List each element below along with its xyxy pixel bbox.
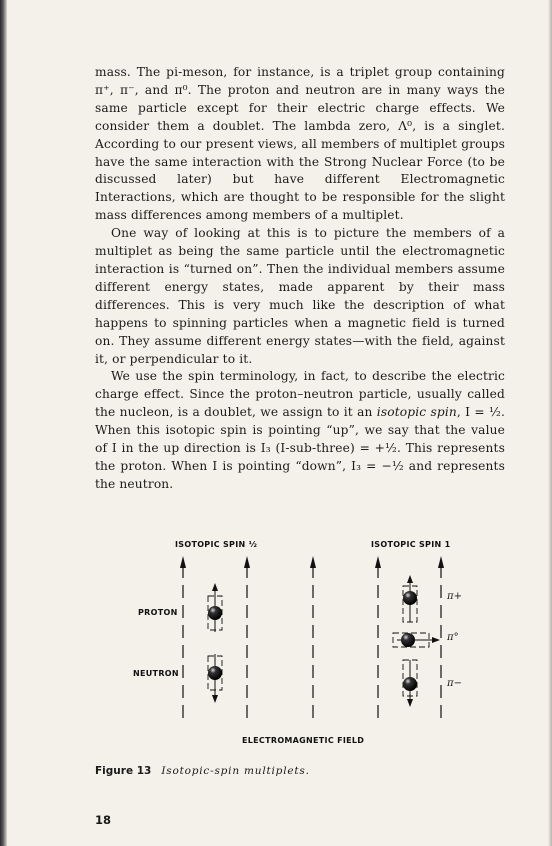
heading-isotopic-spin-half: ISOTOPIC SPIN ½ [175,540,258,549]
page-number: 18 [95,813,112,827]
paragraph-3-end: , I = ½. When this isotopic spin is pointing “up”, we say that the value of I in the up direction is I₃ (I-sub-three) = +½. This represents the proton. When I is pointing “down”, I₃ = −½ and represents the neutron. [95,405,505,491]
label-pi-plus: π+ [447,591,462,602]
paragraph-1: mass. The pi-meson, for instance, is a triplet group containing π⁺, π⁻, and π⁰. The proton and neutron are in many ways the same particle except for their electric charge effects. We consider them a doublet. The lambda zero, Λ⁰, is a singlet. According to our present views, all members of multiplet groups have the same interaction with the Strong Nuclear Force (to be discussed later) but have different Electromagnetic Interactions, which are thought to be responsible for the slight mass differences among members of a multiplet. [95,65,505,223]
field-line-5 [438,556,444,720]
figure-caption [95,765,310,777]
heading-isotopic-spin-one: ISOTOPIC SPIN 1 [371,540,451,549]
label-pi-zero: π° [447,632,459,643]
field-line-2 [244,556,250,720]
isotopic-spin-diagram [95,530,515,760]
body-text [95,64,505,494]
page-binding-edge [0,0,7,846]
pi-plus-particle [403,575,417,622]
isotopic-spin-term: isotopic spin [376,405,457,420]
paragraph-2: One way of looking at this is to picture the members of a multiplet as being the same particle until the electromagnetic interaction is “turned on”. Then the individual members assume different energy states, made apparent by their mass differences. This is very much like the description of what happens to spinning particles when a magnetic field is turned on. They assume different energy states—with the field, against it, or perpendicular to it. [95,226,505,366]
paragraph-3 [95,368,505,493]
caption-text: Isotopic-spin multiplets. [161,765,310,777]
caption-number: Figure 13 [95,765,152,777]
pi-zero-particle [393,633,440,647]
label-neutron: NEUTRON [133,669,179,678]
page-right-edge [548,0,552,846]
field-line-1 [180,556,186,720]
pi-minus-particle [403,660,417,707]
proton-particle [208,583,222,632]
neutron-particle [208,654,222,703]
field-line-3 [310,556,316,720]
figure-13 [95,530,515,760]
label-electromagnetic-field: ELECTROMAGNETIC FIELD [242,736,365,745]
label-pi-minus: π− [447,678,462,689]
paragraph-3-start: We use the spin terminology, in fact, to describe the electric charge effect. Since the proton–neutron particle, usually called the nucleon, is a doublet, we assign to it an [95,369,505,420]
label-proton: PROTON [138,608,178,617]
field-line-4 [375,556,381,720]
